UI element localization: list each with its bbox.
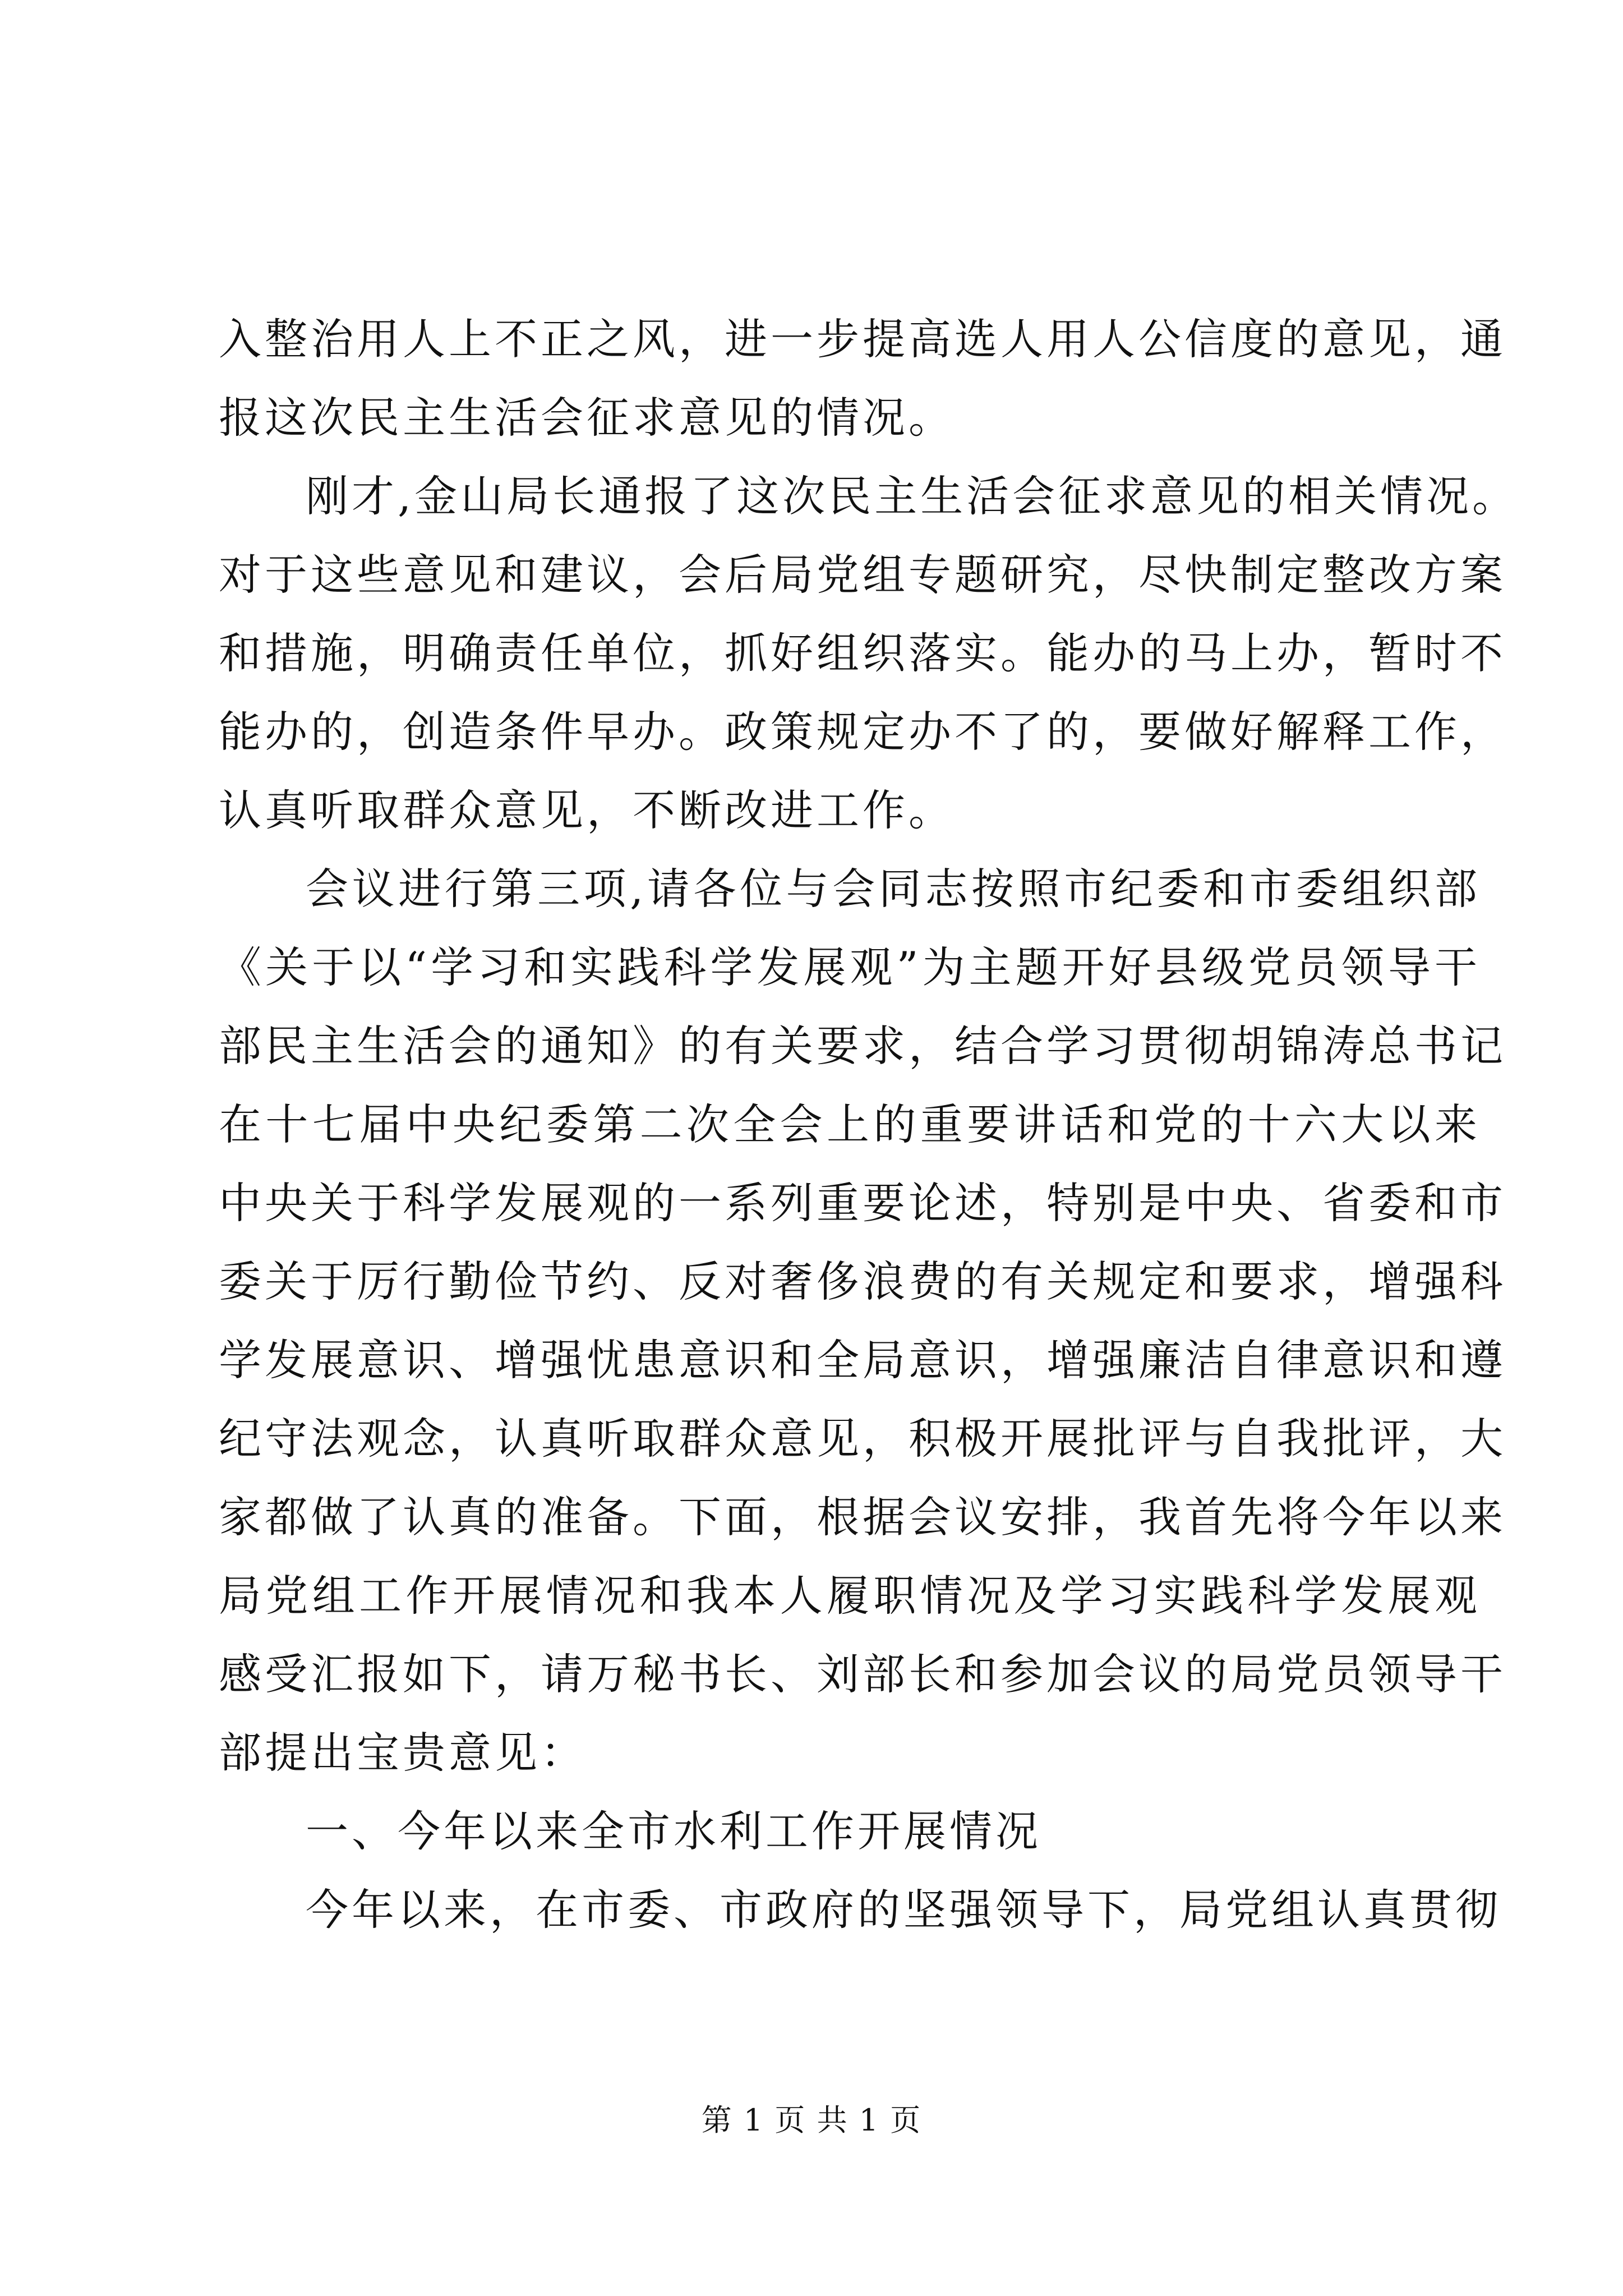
text-line: 入整治用人上不正之风，进一步提高选人用人公信度的意见，通: [219, 314, 1506, 364]
text-line: 认真听取群众意见，不断改进工作。: [219, 785, 955, 835]
text-line: 家都做了认真的准备。下面，根据会议安排，我首先将今年以来: [219, 1492, 1506, 1542]
text-line: 感受汇报如下，请万秘书长、刘部长和参加会议的局党员领导干: [219, 1649, 1506, 1699]
text-line: 中央关于科学发展观的一系列重要论述，特别是中央、省委和市: [219, 1178, 1506, 1228]
text-line: 和措施，明确责任单位，抓好组织落实。能办的马上办，暂时不: [219, 628, 1506, 678]
text-line: 局党组工作开展情况和我本人履职情况及学习实践科学发展观: [219, 1571, 1481, 1621]
text-line: 委关于厉行勤俭节约、反对奢侈浪费的有关规定和要求，增强科: [219, 1257, 1506, 1306]
text-line: 今年以来，在市委、市政府的坚强领导下，局党组认真贯彻: [306, 1885, 1501, 1935]
text-line: 《关于以“学习和实践科学发展观”为主题开好县级党员领导干: [219, 942, 1481, 992]
text-line: 一、今年以来全市水利工作开展情况: [306, 1806, 1041, 1856]
text-line: 学发展意识、增强忧患意识和全局意识，增强廉洁自律意识和遵: [219, 1335, 1506, 1385]
text-line: 部民主生活会的通知》的有关要求，结合学习贯彻胡锦涛总书记: [219, 1021, 1506, 1071]
page-footer: 第 1 页 共 1 页: [701, 2102, 922, 2138]
text-line: 刚才,金山局长通报了这次民主生活会征求意见的相关情况。: [306, 471, 1519, 521]
text-line: 部提出宝贵意见：: [219, 1728, 587, 1778]
text-line: 能办的，创造条件早办。政策规定办不了的，要做好解释工作，: [219, 707, 1506, 757]
text-line: 对于这些意见和建议，会后局党组专题研究，尽快制定整改方案: [219, 550, 1506, 600]
text-line: 在十七届中央纪委第二次全会上的重要讲话和党的十六大以来: [219, 1099, 1481, 1149]
text-line: 纪守法观念，认真听取群众意见，积极开展批评与自我批评，大: [219, 1414, 1506, 1464]
text-line: 报这次民主生活会征求意见的情况。: [219, 393, 955, 443]
document-body: [219, 300, 1519, 1949]
text-line: 会议进行第三项,请各位与会同志按照市纪委和市委组织部: [306, 864, 1481, 914]
